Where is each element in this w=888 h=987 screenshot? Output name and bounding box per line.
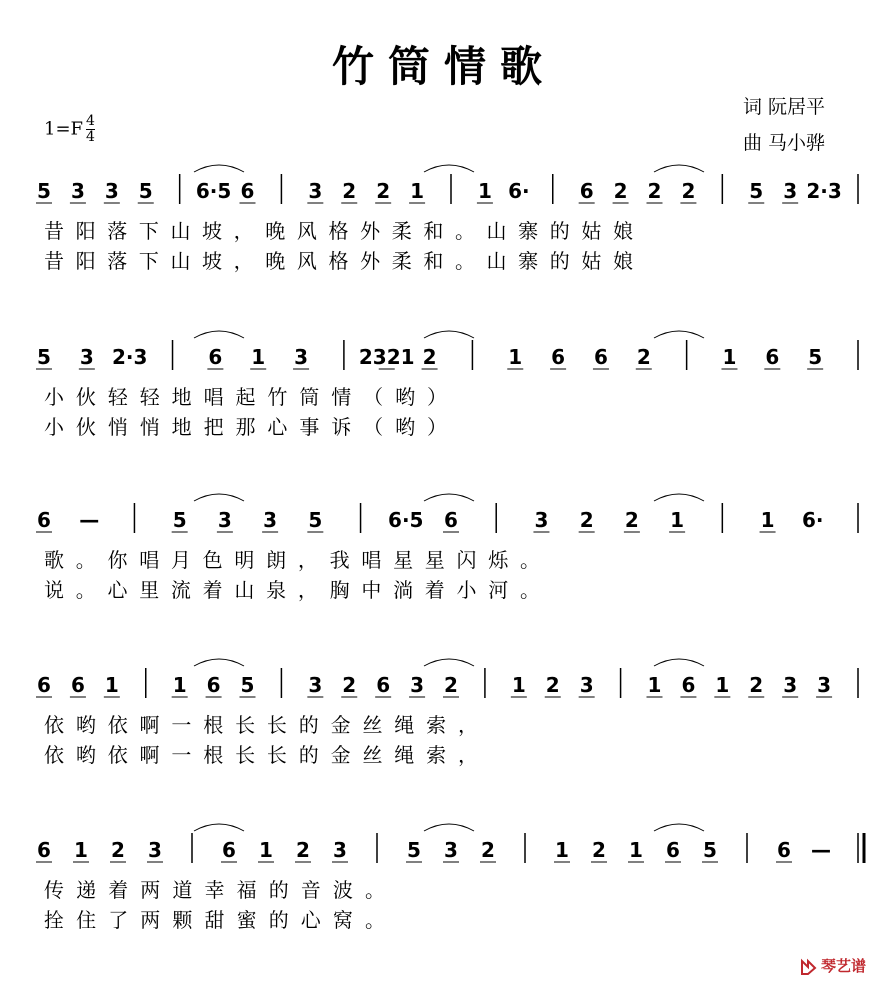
note: 1 bbox=[555, 838, 569, 862]
composer-credit: 曲 马小骅 bbox=[743, 132, 826, 154]
note: 5 bbox=[308, 508, 323, 532]
note: 2·3 bbox=[806, 179, 842, 203]
lyric-verse-2: 依哟依啊一根长长的金丝绳索， bbox=[44, 743, 478, 767]
lyric-verse-2: 昔阳落下山坡，晚风格外柔和。山寨的姑娘 bbox=[44, 249, 633, 273]
lyric-verse-2: 小伙悄悄地把那心事诉（哟） bbox=[44, 415, 447, 439]
note: 3 bbox=[410, 673, 425, 697]
note: 6 bbox=[579, 179, 594, 203]
note: 1 bbox=[172, 673, 187, 697]
note: 5 bbox=[703, 838, 717, 862]
note: 6 bbox=[206, 673, 221, 697]
song-title: 竹筒情歌 bbox=[331, 42, 556, 91]
note: 2 bbox=[647, 179, 662, 203]
slur bbox=[194, 659, 244, 666]
note: 1 bbox=[629, 838, 643, 862]
note: 5 bbox=[172, 508, 187, 532]
note: 2·3 bbox=[111, 345, 148, 369]
slur bbox=[194, 331, 244, 338]
slur bbox=[194, 165, 244, 172]
note: 6 bbox=[777, 838, 791, 862]
slur bbox=[424, 331, 474, 338]
note: 5 bbox=[240, 673, 255, 697]
note: 6· bbox=[508, 179, 530, 203]
note: 3 bbox=[333, 838, 347, 862]
note: 3 bbox=[308, 673, 323, 697]
note: 2 bbox=[681, 179, 696, 203]
note: 1 bbox=[715, 673, 730, 697]
note: 3 bbox=[579, 673, 594, 697]
lyric-verse-1: 小伙轻轻地唱起竹筒情（哟） bbox=[44, 385, 447, 409]
note: 5 bbox=[407, 838, 421, 862]
note: 6· bbox=[802, 508, 824, 532]
note: 3 bbox=[148, 838, 162, 862]
lyric-verse-1: 依哟依啊一根长长的金丝绳索， bbox=[44, 713, 478, 737]
lyric-verse-1: 歌。你唱月色明朗，我唱星星闪烁。 bbox=[44, 548, 540, 572]
note: 2 bbox=[592, 838, 606, 862]
note: 1 bbox=[477, 179, 492, 203]
note: 1 bbox=[722, 345, 737, 369]
note: 6·5 bbox=[195, 179, 232, 203]
watermark-text: 琴艺谱 bbox=[821, 957, 867, 975]
lyric-verse-2: 说。心里流着山泉，胸中淌着小河。 bbox=[44, 578, 540, 602]
note: 5 bbox=[37, 345, 51, 369]
slur bbox=[654, 494, 704, 501]
note: 5 bbox=[749, 179, 764, 203]
note: 3 bbox=[308, 179, 323, 203]
lyric-verse-1: 传递着两道幸福的音波。 bbox=[44, 878, 385, 902]
slur bbox=[424, 824, 474, 831]
lyricist-credit: 词 阮居平 bbox=[743, 96, 826, 118]
note: 2 bbox=[481, 838, 495, 862]
slur bbox=[654, 331, 704, 338]
note: 1 bbox=[251, 345, 266, 369]
note: 2 bbox=[296, 838, 310, 862]
note: 1 bbox=[410, 179, 425, 203]
note: 3 bbox=[217, 508, 232, 532]
slur bbox=[194, 494, 244, 501]
note: 2 bbox=[342, 179, 357, 203]
note: 3 bbox=[104, 179, 119, 203]
score-notation bbox=[36, 165, 864, 932]
note: 1 bbox=[508, 345, 523, 369]
note: 2 bbox=[376, 179, 391, 203]
note: 2 bbox=[579, 508, 594, 532]
note: 2 bbox=[624, 508, 639, 532]
note: 2 bbox=[444, 673, 458, 697]
note: 1 bbox=[647, 673, 662, 697]
note: 5 bbox=[37, 179, 51, 203]
slur bbox=[424, 494, 474, 501]
note: 2 bbox=[613, 179, 628, 203]
note: 6 bbox=[593, 345, 608, 369]
time-top: 4 bbox=[86, 113, 95, 129]
note: 1 bbox=[259, 838, 273, 862]
note: 3 bbox=[263, 508, 278, 532]
note: 1 bbox=[104, 673, 119, 697]
note: 6 bbox=[208, 345, 223, 369]
slur bbox=[654, 824, 704, 831]
note: 3 bbox=[783, 673, 798, 697]
note: 6 bbox=[37, 508, 51, 532]
note: 6 bbox=[240, 179, 255, 203]
note: 6 bbox=[37, 838, 51, 862]
note: 1 bbox=[511, 673, 526, 697]
slur bbox=[424, 165, 474, 172]
note: — bbox=[79, 508, 100, 532]
note: 3 bbox=[444, 838, 458, 862]
note: 6 bbox=[765, 345, 780, 369]
note: 6 bbox=[222, 838, 236, 862]
note: 1 bbox=[670, 508, 685, 532]
note: 1 bbox=[760, 508, 775, 532]
note: 2 bbox=[342, 673, 357, 697]
note: 6 bbox=[444, 508, 458, 532]
note: — bbox=[811, 838, 831, 862]
note: 3 bbox=[294, 345, 309, 369]
note: 3 bbox=[817, 673, 832, 697]
note: 6 bbox=[376, 673, 391, 697]
note: 2321 bbox=[358, 345, 415, 369]
slur bbox=[194, 824, 244, 831]
note: 6 bbox=[70, 673, 85, 697]
note: 1 bbox=[74, 838, 88, 862]
note: 2 bbox=[545, 673, 560, 697]
slur bbox=[654, 165, 704, 172]
time-bottom: 4 bbox=[86, 129, 95, 145]
note: 3 bbox=[534, 508, 549, 532]
note: 6·5 bbox=[388, 508, 424, 532]
key-label: 1=F bbox=[44, 118, 84, 140]
note: 2 bbox=[749, 673, 764, 697]
note: 3 bbox=[79, 345, 94, 369]
lyric-verse-1: 昔阳落下山坡，晚风格外柔和。山寨的姑娘 bbox=[44, 219, 633, 243]
note: 6 bbox=[37, 673, 51, 697]
logo-icon bbox=[800, 958, 818, 976]
note: 5 bbox=[808, 345, 823, 369]
note: 3 bbox=[783, 179, 798, 203]
note: 6 bbox=[551, 345, 566, 369]
note: 2 bbox=[636, 345, 651, 369]
note: 3 bbox=[70, 179, 85, 203]
note: 2 bbox=[422, 345, 437, 369]
slur bbox=[654, 659, 704, 666]
note: 2 bbox=[111, 838, 125, 862]
slur bbox=[424, 659, 474, 666]
note: 6 bbox=[666, 838, 680, 862]
note: 6 bbox=[681, 673, 696, 697]
note: 5 bbox=[138, 179, 153, 203]
lyric-verse-2: 拴住了两颗甜蜜的心窝。 bbox=[44, 908, 385, 932]
watermark-logo bbox=[800, 955, 866, 976]
